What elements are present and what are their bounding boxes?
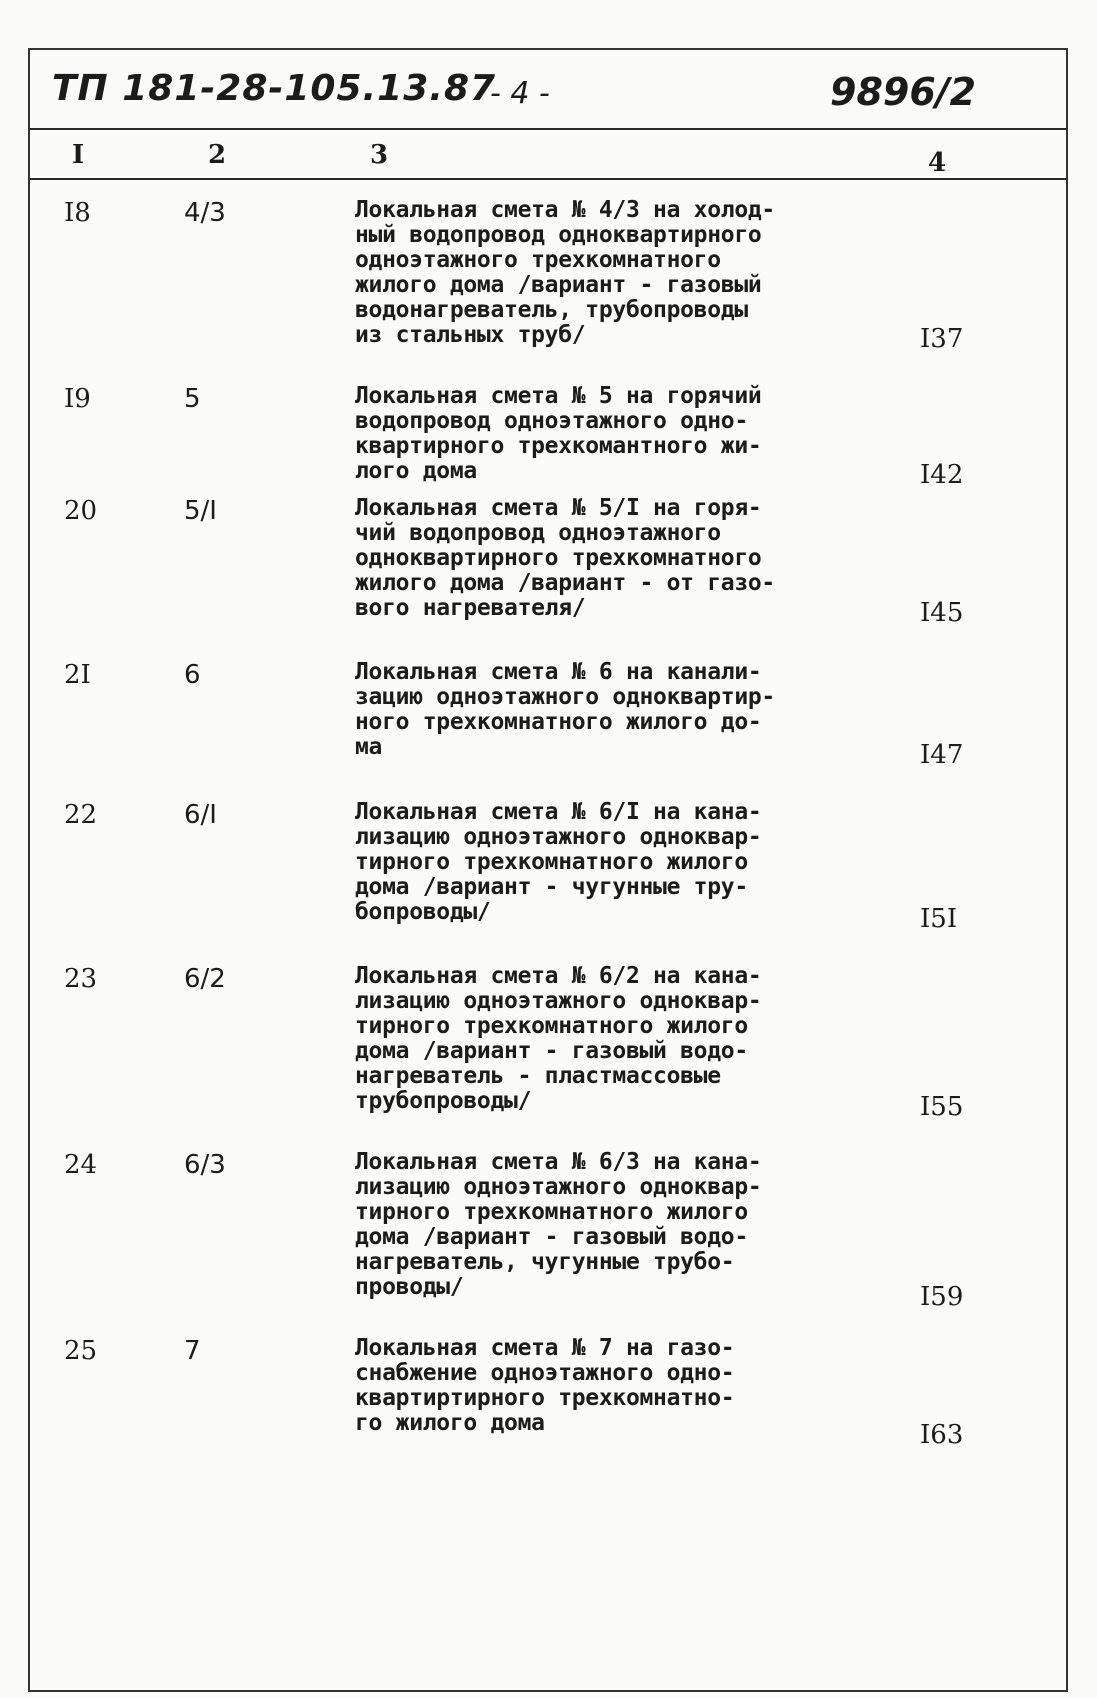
row-number: 22: [64, 800, 98, 830]
estimate-description: Локальная смета № 6/3 на кана- лизацию одноэтажного одноквар- тирного трехкомнатного жилого дома /вариант - газовый водо- нагреватель, чугунные трубо- проводы/: [355, 1149, 762, 1300]
estimate-code: 6: [184, 660, 201, 690]
estimate-code: 6/I: [184, 800, 217, 830]
header-divider: [28, 128, 1068, 130]
page-reference: I59: [920, 1282, 964, 1312]
estimate-code: 6/2: [184, 964, 226, 994]
estimate-description: Локальная смета № 5 на горячий водопровод одноэтажного одно- квартирного трехкомантного жи- лого дома: [355, 383, 762, 484]
column-header-1: I: [72, 140, 85, 170]
row-number: 20: [64, 496, 98, 526]
estimate-code: 6/3: [184, 1150, 226, 1180]
row-number: 25: [64, 1336, 98, 1366]
inventory-number: 9896/2: [830, 70, 977, 114]
document-code: ТП 181-28-105.13.87: [52, 68, 497, 109]
page-reference: I55: [920, 1092, 964, 1122]
estimate-description: Локальная смета № 6/2 на кана- лизацию одноэтажного одноквар- тирного трехкомнатного жилого дома /вариант - газовый водо- нагреватель - пластмассовые трубопроводы/: [355, 963, 762, 1114]
estimate-code: 5/I: [184, 496, 217, 526]
row-number: 23: [64, 964, 98, 994]
estimate-description: Локальная смета № 7 на газо- снабжение одноэтажного одно- квартиртирного трехкомнатно- го жилого дома: [355, 1335, 735, 1436]
estimate-code: 5: [184, 384, 201, 414]
row-number: 24: [64, 1150, 98, 1180]
page-reference: I45: [920, 598, 964, 628]
column-header-divider: [28, 178, 1068, 180]
page-reference: I63: [920, 1420, 964, 1450]
column-header-2: 2: [208, 140, 227, 170]
page-number: - 4 -: [490, 76, 550, 111]
estimate-description: Локальная смета № 5/I на горя- чий водопровод одноэтажного одноквартирного трехкомнатного жилого дома /вариант - от газо- вого нагревателя/: [355, 495, 775, 621]
column-header-3: 3: [370, 140, 389, 170]
row-number: I9: [64, 384, 91, 414]
page-reference: I47: [920, 740, 964, 770]
estimate-description: Локальная смета № 4/3 на холод- ный водопровод одноквартирного одноэтажного трехкомнатного жилого дома /вариант - газовый водонагреватель, трубопроводы из стальных труб/: [355, 197, 775, 348]
estimate-code: 7: [184, 1336, 201, 1366]
estimate-description: Локальная смета № 6 на канали- зацию одноэтажного одноквартир- ного трехкомнатного жилого до- ма: [355, 659, 775, 760]
column-header-4: 4: [928, 148, 947, 178]
page-reference: I5I: [920, 904, 958, 934]
page-reference: I42: [920, 460, 964, 490]
row-number: 2I: [64, 660, 91, 690]
estimate-description: Локальная смета № 6/I на кана- лизацию одноэтажного одноквар- тирного трехкомнатного жилого дома /вариант - чугунные тру- бопроводы/: [355, 799, 762, 925]
row-number: I8: [64, 198, 91, 228]
page-reference: I37: [920, 324, 964, 354]
estimate-code: 4/3: [184, 198, 226, 228]
